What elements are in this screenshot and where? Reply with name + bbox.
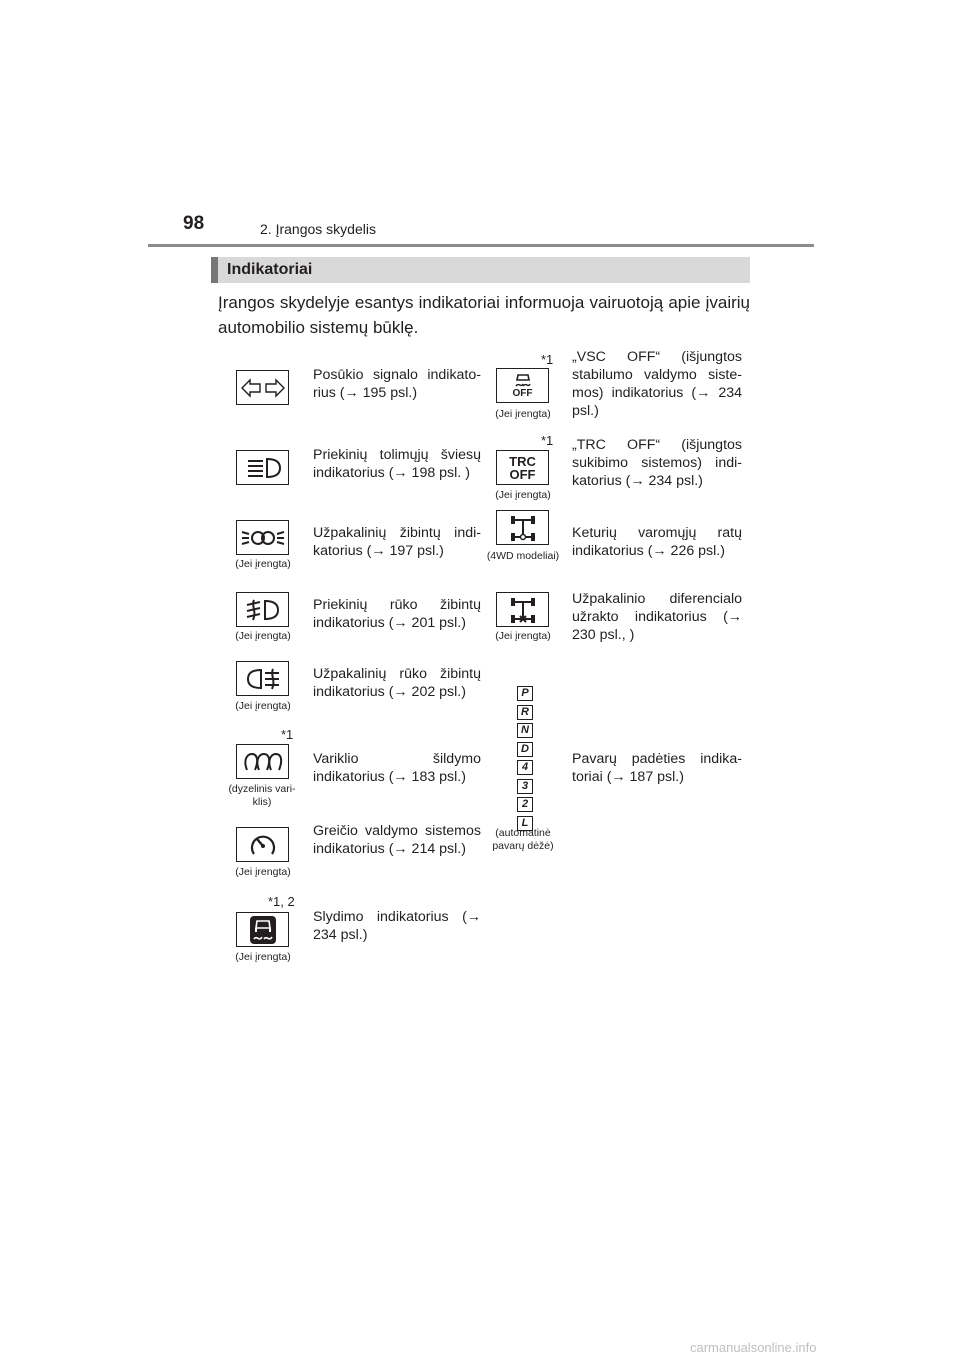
gear-2: 2 bbox=[517, 797, 533, 812]
front-fog-caption: (Jei įrengta) bbox=[235, 630, 291, 642]
trc-off-caption: (Jei įrengta) bbox=[495, 489, 551, 501]
cruise-control-text: Greičio valdymo sistemos indikatorius (→ 214 psl.) bbox=[313, 823, 481, 857]
slip-caption: (Jei įrengta) bbox=[235, 951, 291, 963]
rear-fog-icon bbox=[236, 661, 289, 696]
high-beam-text: Priekinių tolimųjų šviesų indikatorius (→ 198 psl. ) bbox=[313, 447, 481, 481]
trc-off-icon bbox=[496, 450, 549, 485]
gear-4: 4 bbox=[517, 760, 533, 775]
gear-d: D bbox=[517, 742, 533, 757]
rear-fog-caption: (Jei įrengta) bbox=[235, 700, 291, 712]
tail-light-icon bbox=[236, 520, 289, 555]
tail-light-text: Užpakalinių žibintų indikatorius (→ 197 psl.) bbox=[313, 525, 481, 559]
turn-signal-icon bbox=[236, 370, 289, 405]
watermark: carmanualsonline.info bbox=[690, 1340, 817, 1355]
gear-3: 3 bbox=[517, 779, 533, 794]
gear-n: N bbox=[517, 723, 533, 738]
glow-plug-caption: (dyzelinis variklis) bbox=[228, 783, 296, 808]
4wd-text: Keturių varomųjų ratų indikatorius (→ 226 psl.) bbox=[572, 525, 742, 559]
slip-icon bbox=[236, 912, 289, 947]
front-fog-text: Priekinių rūko žibintų indikatorius (→ 201 psl.) bbox=[313, 597, 481, 631]
section-heading-accent bbox=[211, 257, 218, 283]
cruise-control-caption: (Jei įrengta) bbox=[235, 866, 291, 878]
shift-position-text: Pavarų padėties indikatoriai (→ 187 psl.) bbox=[572, 751, 742, 785]
vsc-off-icon bbox=[496, 368, 549, 403]
glow-plug-text: Variklio šildymo indikatorius (→ 183 psl.) bbox=[313, 751, 481, 785]
shift-position-caption: (automatinė pavarų dėžė) bbox=[492, 827, 554, 852]
chapter-title: 2. Įrangos skydelis bbox=[260, 221, 376, 237]
gear-l: L bbox=[517, 816, 533, 831]
slip-text: Slydimo indikatorius (→ 234 psl.) bbox=[313, 909, 481, 943]
gear-r: R bbox=[517, 705, 533, 720]
intro-paragraph: Įrangos skydelyje esantys indikatoriai informuoja vairuotoją apie įvairių automobilio sistemų būklę. bbox=[218, 293, 750, 337]
diff-lock-caption: (Jei įrengta) bbox=[495, 630, 551, 642]
front-fog-icon bbox=[236, 592, 289, 627]
glow-plug-note: *1 bbox=[281, 727, 294, 742]
glow-plug-icon bbox=[236, 744, 289, 779]
vsc-off-label: OFF bbox=[512, 388, 533, 399]
slip-note: *1, 2 bbox=[268, 894, 295, 909]
vsc-off-note: *1 bbox=[541, 352, 554, 367]
rear-fog-text: Užpakalinių rūko žibintų indikatorius (→ 202 psl.) bbox=[313, 666, 481, 700]
header-rule bbox=[148, 244, 814, 247]
trc-off-label: TRC OFF bbox=[509, 453, 536, 482]
shift-position-icon bbox=[517, 686, 533, 831]
cruise-control-icon bbox=[236, 827, 289, 862]
tail-light-caption: (Jei įrengta) bbox=[235, 558, 291, 570]
trc-off-text: „TRC OFF“ (išjungtos sukibimo sistemos) indikatorius (→ 234 psl.) bbox=[572, 437, 742, 489]
vsc-off-text: „VSC OFF“ (išjungtos stabilumo valdymo sistemos) indikatorius (→ 234 psl.) bbox=[572, 349, 742, 419]
turn-signal-text: Posūkio signalo indikatorius (→ 195 psl.) bbox=[313, 367, 481, 401]
diff-lock-icon bbox=[496, 592, 549, 627]
diff-lock-text: Užpakalinio diferencialo užrakto indikatorius (→ 230 psl., ) bbox=[572, 591, 742, 643]
4wd-caption: (4WD modeliai) bbox=[486, 550, 560, 562]
gear-p: P bbox=[517, 686, 533, 701]
vsc-off-caption: (Jei įrengta) bbox=[495, 408, 551, 420]
4wd-icon bbox=[496, 510, 549, 545]
trc-off-note: *1 bbox=[541, 433, 554, 448]
section-title: Indikatoriai bbox=[227, 261, 313, 278]
high-beam-icon bbox=[236, 450, 289, 485]
page-number: 98 bbox=[183, 213, 205, 234]
